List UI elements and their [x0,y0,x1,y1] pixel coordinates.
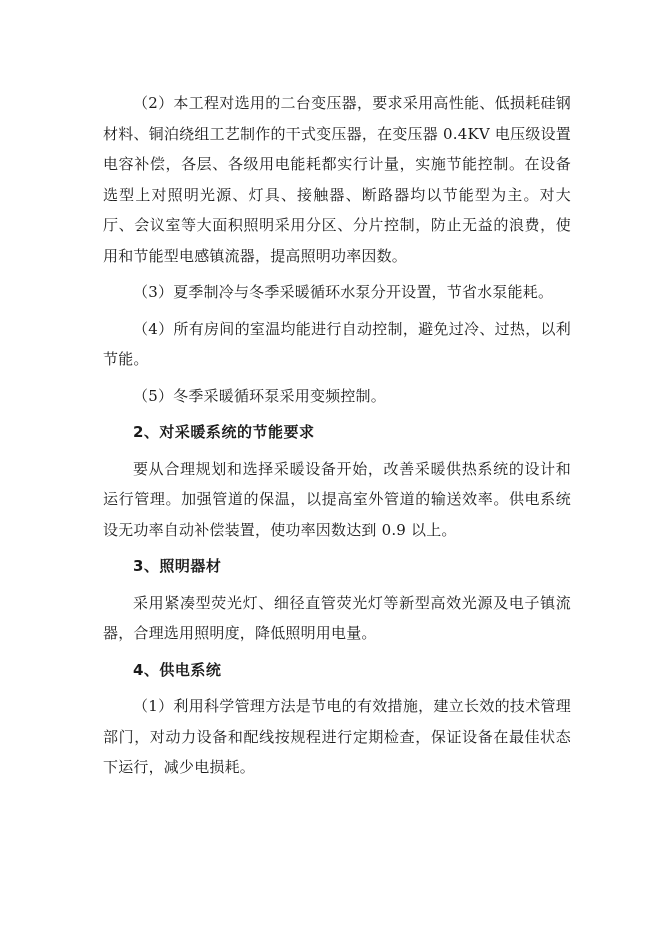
section-body-lighting: 采用紧凑型荧光灯、细径直管荧光灯等新型高效光源及电子镇流器，合理选用照明度，降低照明用电量。 [103,593,571,642]
section-body-power: （1）利用科学管理方法是节电的有效措施，建立长效的技术管理部门，对动力设备和配线按规程进行定期检查，保证设备在最佳状态下运行，减少电损耗。 [103,697,571,776]
document-body [103,88,571,783]
paragraph-pumps: （3）夏季制冷与冬季采暖循环水泵分开设置，节省水泵能耗。 [133,283,554,301]
paragraph-transformer: （2）本工程对选用的二台变压器，要求采用高性能、低损耗硅钢材料、铜泊绕组工艺制作的干式变压器，在变压器 0.4KV 电压级设置电容补偿，各层、各级用电能耗都实行计量，实施节能控制。在设备选型上对照明光源、灯具、接触器、断路器均以节能型为主。对大厅、会议室等大面积照明采用分区、分片控制，防止无益的浪费，使用和节能型电感镇流器，提高照明功率因数。 [103,94,571,265]
section-heading-power: 4、供电系统 [133,660,222,679]
paragraph-room-temperature: （4）所有房间的室温均能进行自动控制，避免过冷、过热，以利节能。 [103,319,571,368]
paragraph-variable-frequency: （5）冬季采暖循环泵采用变频控制。 [133,386,386,405]
section-body-heating: 要从合理规划和选择采暖设备开始，改善采暖供热系统的设计和运行管理。加强管道的保温，以提高室外管道的输送效率。供电系统设无功率自动补偿装置，使功率因数达到 0.9 以上。 [103,459,571,539]
section-heading-lighting: 3、照明器材 [133,557,222,575]
section-heading-heating: 2、对采暖系统的节能要求 [133,423,315,441]
